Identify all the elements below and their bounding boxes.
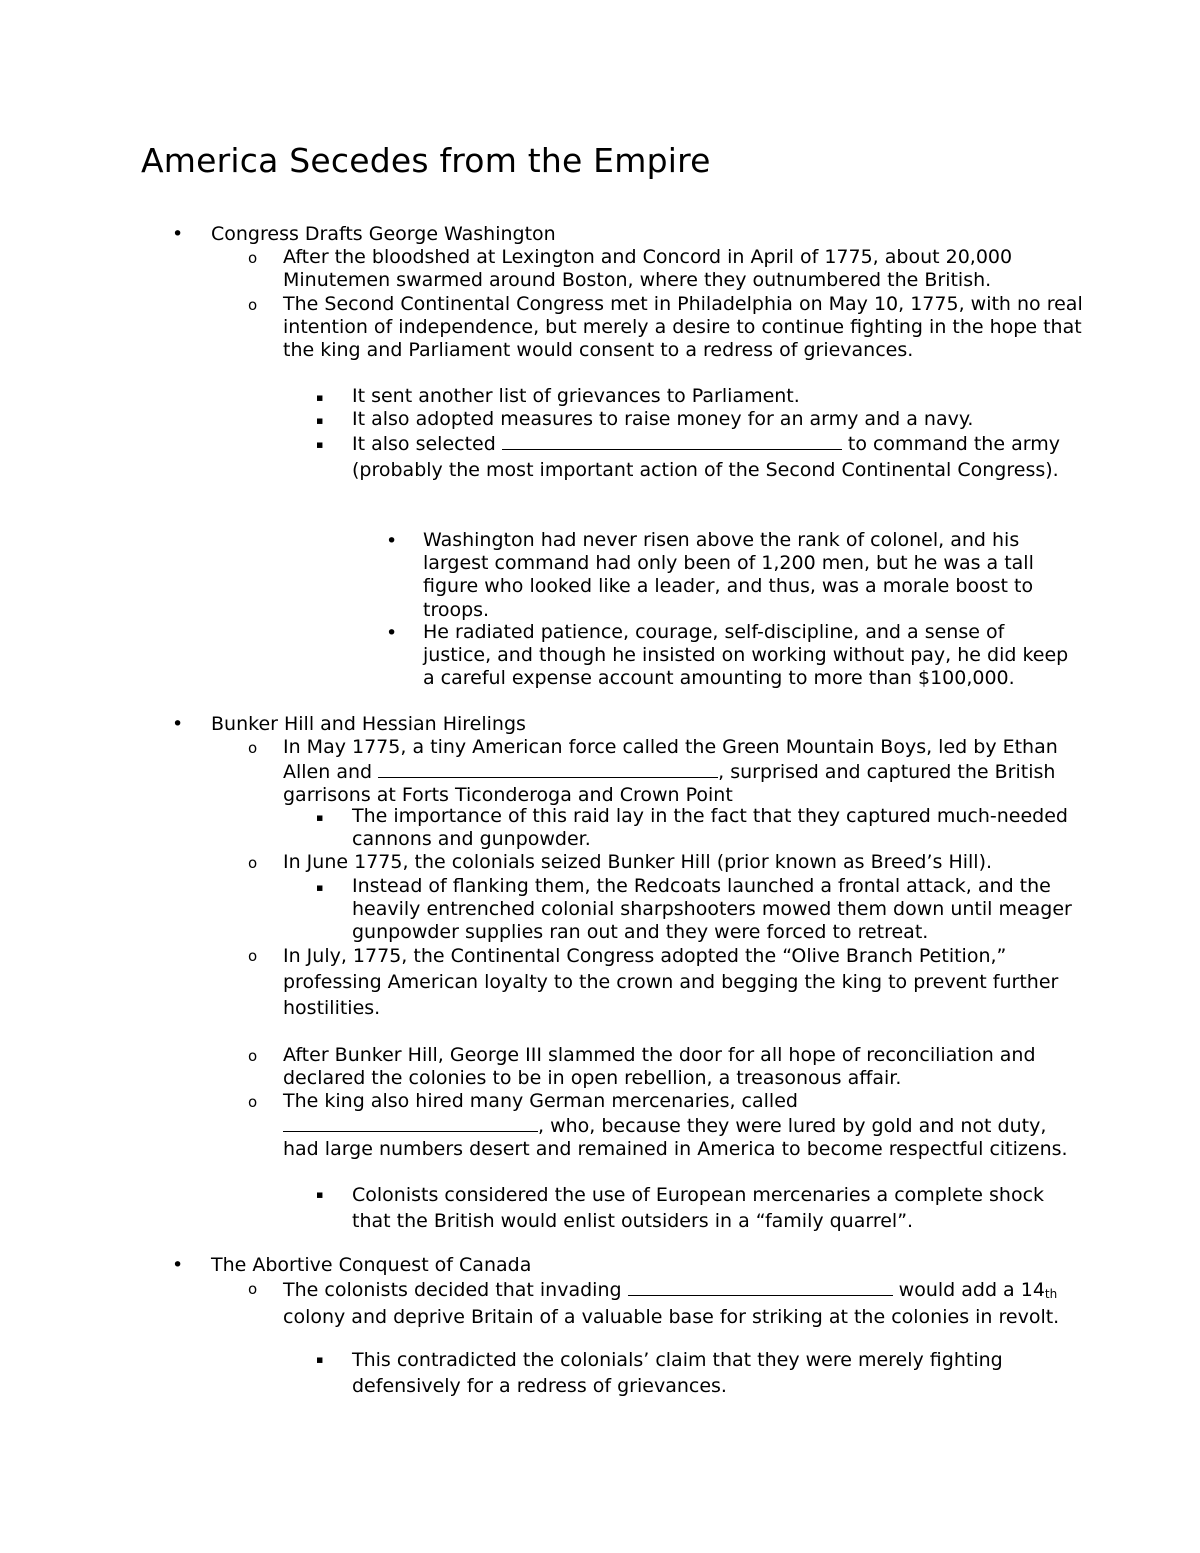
section-heading-congress: Congress Drafts George Washington [211,223,556,245]
green-mountain-text: In May 1775, a tiny American force called the Green Mountain Boys, led by Ethan Allen and [283,736,1058,784]
section-heading-canada: The Abortive Conquest of Canada [211,1254,532,1276]
circle-marker: o [248,1280,258,1298]
paragraph-invading-canada [283,1277,1083,1329]
square-marker: ▪ [316,414,324,427]
bullet-marker: • [172,223,184,245]
square-marker: ▪ [316,1353,324,1366]
paragraph-mercenaries [283,1090,1083,1162]
selected-text: It also selected [352,433,496,455]
mercenaries-text: The king also hired many German mercenaries, called [283,1090,798,1112]
invading-text: The colonists decided that invading [283,1279,622,1301]
fourteenth-text: would add a 14 [898,1279,1045,1301]
fill-in-blank[interactable] [628,1277,893,1296]
circle-marker: o [248,1047,258,1065]
command-text: to command the army (probably the most important action of the Second Continental Congress). [352,433,1060,481]
paragraph-olive-branch: In July, 1775, the Continental Congress adopted the “Olive Branch Petition,” professing American loyalty to the crown and begging the king to prevent further hostilities. [283,945,1059,1019]
paragraph-army-navy: It also adopted measures to raise money for an army and a navy. [352,408,974,430]
paragraph-george-iii: After Bunker Hill, George III slammed the door for all hope of reconciliation and declared the colonies to be in open rebellion, a treasonous affair. [283,1044,1036,1090]
paragraph-redcoats: Instead of flanking them, the Redcoats launched a frontal attack, and the heavily entrenched colonial sharpshooters mowed them down until meager gunpowder supplies ran out and they were forced to retreat. [352,875,1072,944]
paragraph-grievances-list: It sent another list of grievances to Parliament. [352,385,800,407]
page-title: America Secedes from the Empire [141,141,711,180]
square-marker: ▪ [316,1188,324,1201]
paragraph-raid-importance: The importance of this raid lay in the fact that they captured much-needed cannons and gunpowder. [352,805,1068,851]
paragraph-family-quarrel: Colonists considered the use of European mercenaries a complete shock that the British would enlist outsiders in a “family quarrel”. [352,1184,1045,1232]
fill-in-blank[interactable] [378,759,718,778]
circle-marker: o [248,1093,258,1111]
paragraph-green-mountain-boys [283,736,1083,808]
fill-in-blank[interactable] [283,1113,538,1132]
square-marker: ▪ [316,881,324,894]
paragraph-lexington: After the bloodshed at Lexington and Concord in April of 1775, about 20,000 Minutemen swarmed around Boston, where they outnumbered the British. [283,246,1013,292]
surprised-text: , surprised and captured the British garrisons at Forts Ticonderoga and Crown Point [283,761,1056,807]
circle-marker: o [248,296,258,314]
paragraph-second-congress: The Second Continental Congress met in Philadelphia on May 10, 1775, with no real intention of independence, but merely a desire to continue fighting in the hope that the king and Parliament would consent to a redress of grievances. [283,293,1083,362]
paragraph-selected-commander [352,431,1072,483]
lured-text: , who, because they were lured by gold and not duty, had large numbers desert and remained in America to become respectful citizens. [283,1115,1068,1161]
bullet-marker: • [386,622,398,644]
paragraph-washington-patience: He radiated patience, courage, self-discipline, and a sense of justice, and though he insisted on working without pay, he did keep a careful expense account amounting to more than $100,000. [423,621,1069,690]
square-marker: ▪ [316,811,324,824]
bullet-marker: • [386,530,398,552]
fill-in-blank[interactable] [502,431,842,450]
circle-marker: o [248,854,258,872]
section-heading-bunker-hill: Bunker Hill and Hessian Hirelings [211,713,526,735]
circle-marker: o [248,249,258,267]
square-marker: ▪ [316,438,324,451]
paragraph-washington-rank: Washington had never risen above the rank of colonel, and his largest command had only been of 1,200 men, but he was a tall figure who looked like a leader, and thus, was a morale boost to troops. [423,529,1034,621]
colony-text: colony and deprive Britain of a valuable base for striking at the colonies in revolt. [283,1306,1060,1329]
circle-marker: o [248,739,258,757]
paragraph-contradiction: This contradicted the colonials’ claim that they were merely fighting defensively for a redress of grievances. [352,1349,1003,1397]
ordinal-suffix: th [1044,1287,1058,1301]
paragraph-june-1775: In June 1775, the colonials seized Bunker Hill (prior known as Breed’s Hill). [283,851,993,873]
bullet-marker: • [172,1254,184,1276]
square-marker: ▪ [316,391,324,404]
bullet-marker: • [172,713,184,735]
circle-marker: o [248,947,258,965]
